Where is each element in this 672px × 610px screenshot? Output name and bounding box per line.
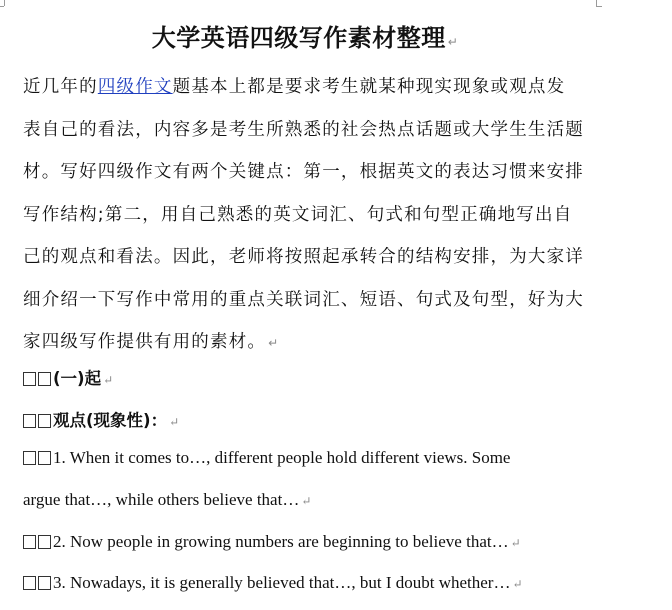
intro-line-4: 写作结构;第二，用自己熟悉的英文词汇、句式和句型正确地写出自 — [23, 204, 573, 225]
item-3-line — [23, 573, 523, 593]
intro-line-1 — [23, 66, 583, 109]
section-subheading: 观点(现象性)： — [53, 411, 168, 430]
item-2-text: 2. Now people in growing numbers are beginning to believe that… — [53, 532, 509, 551]
section-heading-row — [23, 365, 113, 389]
intro-line-6: 细介绍一下写作中常用的重点关联词汇、短语、句式及句型，好为大 — [23, 289, 584, 310]
intro-line-1-end: 题基本上都是要求考生就某种现实现象或观点发 — [172, 77, 566, 97]
section-subheading-row — [23, 407, 179, 431]
item-2-line — [23, 532, 521, 552]
placeholder-box-icon — [23, 576, 36, 590]
essay-link[interactable]: 四级作文 — [97, 77, 173, 97]
placeholder-box-icon — [38, 372, 51, 386]
item-3-text: 3. Nowadays, it is generally believed that…, but I doubt whether… — [53, 573, 511, 592]
paragraph-mark: ↵ — [103, 373, 114, 387]
paragraph-mark: ↵ — [512, 577, 523, 591]
placeholder-box-icon — [38, 576, 51, 590]
paragraph-mark: ↵ — [268, 336, 280, 350]
placeholder-box-icon — [23, 451, 36, 465]
crop-mark-left-h — [0, 6, 4, 7]
placeholder-box-icon — [23, 535, 36, 549]
placeholder-box-icon — [23, 414, 36, 428]
placeholder-box-icon — [23, 372, 36, 386]
paragraph-mark: ↵ — [169, 415, 180, 429]
item-1-text-a: 1. When it comes to…, different people hold different views. Some — [53, 448, 511, 467]
crop-mark-left — [4, 0, 5, 6]
intro-line-2: 表自己的看法，内容多是考生所熟悉的社会热点话题或大学生生活题 — [23, 119, 584, 140]
crop-mark-right-h — [596, 6, 602, 7]
placeholder-box-icon — [38, 414, 51, 428]
item-1-text-b: argue that…, while others believe that… — [23, 490, 300, 509]
paragraph-mark: ↵ — [510, 536, 521, 550]
document-title — [0, 18, 610, 53]
paragraph-mark: ↵ — [447, 35, 459, 49]
paragraph-mark: ↵ — [301, 494, 312, 508]
intro-line-5: 己的观点和看法。因此，老师将按照起承转合的结构安排，为大家详 — [23, 247, 584, 267]
intro-line-7-text: 家四级写作提供有用的素材。 — [23, 332, 267, 352]
intro-line-1-start: 近几年的 — [23, 77, 98, 97]
placeholder-box-icon — [38, 451, 51, 465]
item-1-line-b — [23, 490, 311, 510]
placeholder-box-icon — [38, 535, 51, 549]
section-heading: (一)起 — [53, 369, 102, 388]
intro-line-3: 材。写好四级作文有两个关键点：第一，根据英文的表达习惯来安排 — [23, 162, 584, 182]
item-1-line-a — [23, 448, 510, 468]
document-title-text: 大学英语四级写作素材整理 — [151, 24, 446, 52]
intro-paragraph — [23, 66, 583, 365]
intro-line-7 — [23, 321, 583, 365]
